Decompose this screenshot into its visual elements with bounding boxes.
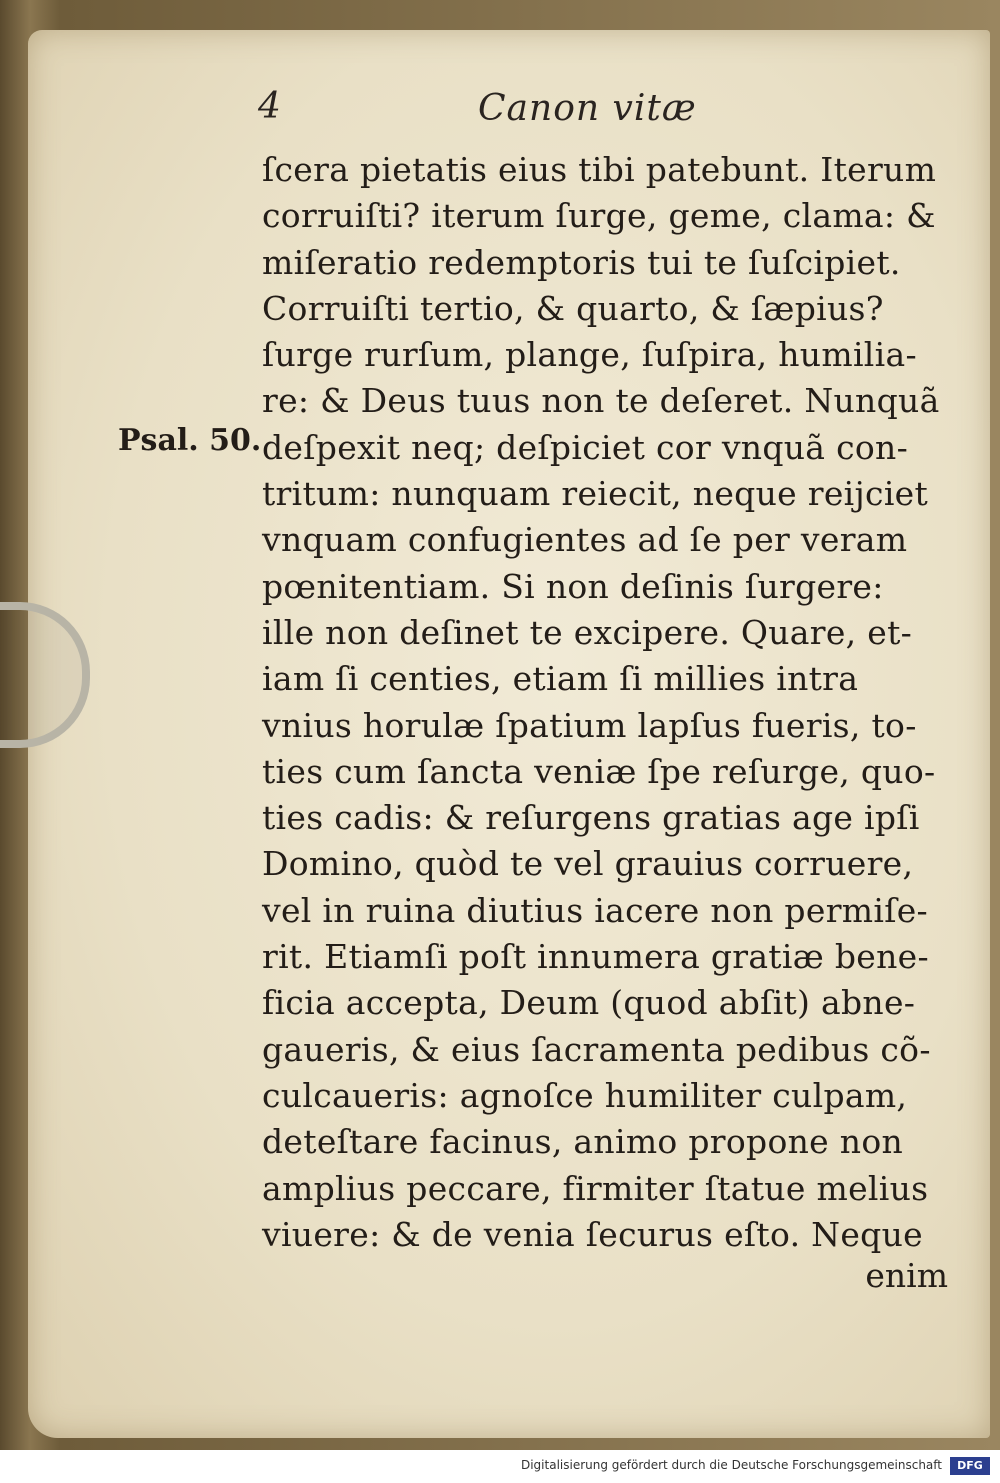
text-line: re: & Deus tuus non te deſeret. Nunquã xyxy=(262,381,940,421)
text-line: vel in ruina diutius iacere non permiſe- xyxy=(262,890,929,930)
catchword: enim xyxy=(865,1256,948,1295)
footer-credit: Digitalisierung gefördert durch die Deutsche Forschungsgemeinschaft xyxy=(520,1458,942,1472)
text-line: ties cum ſancta veniæ ſpe reſurge, quo- xyxy=(262,751,936,791)
text-line: corruiſti? iterum ſurge, geme, clama: & xyxy=(262,196,936,236)
text-body xyxy=(262,147,962,1258)
dfg-logo: DFG xyxy=(950,1457,990,1475)
text-line: ſcera pietatis eius tibi patebunt. Iterum xyxy=(262,150,937,189)
text-line: vnquam confugientes ad ſe per veram xyxy=(262,520,908,560)
text-line: ſurge rurſum, plange, ſuſpira, humilia- xyxy=(262,335,917,375)
marginal-note: Psal. 50. xyxy=(118,423,262,458)
text-line: viuere: & de venia ſecurus eſto. Neque xyxy=(262,1214,923,1254)
page-number: 4 xyxy=(258,86,281,127)
text-line: deſpexit neq; deſpiciet cor vnquã con- xyxy=(262,427,909,467)
text-line: tritum: nunquam reiecit, neque reijciet xyxy=(262,474,929,514)
text-line: iam ſi centies, etiam ſi millies intra xyxy=(262,659,859,699)
text-line: ficia accepta, Deum (quod abſit) abne- xyxy=(262,983,916,1023)
text-line: amplius peccare, firmiter ſtatue melius xyxy=(262,1168,929,1208)
text-line: Domino, quòd te vel grauius corruere, xyxy=(262,844,914,884)
footer-bar xyxy=(0,1450,1000,1483)
text-line: deteſtare facinus, animo propone non xyxy=(262,1122,904,1162)
text-line: ille non deſinet te excipere. Quare, et- xyxy=(262,612,913,652)
text-line: miſeratio redemptoris tui te ſuſcipiet. xyxy=(262,242,901,282)
text-line: gaueris, & eius ſacramenta pedibus cõ- xyxy=(262,1029,931,1069)
text-line: rit. Etiamſi poſt innumera gratiæ bene- xyxy=(262,937,929,977)
text-line: culcaueris: agnoſce humiliter culpam, xyxy=(262,1075,908,1115)
running-title: Canon vitæ xyxy=(478,88,697,129)
page-header xyxy=(250,86,950,136)
text-line: pœnitentiam. Si non deſinis ſurgere: xyxy=(262,566,884,606)
text-line: Corruiſti tertio, & quarto, & ſæpius? xyxy=(262,288,884,328)
text-line: vnius horulæ ſpatium lapſus fueris, to- xyxy=(262,705,917,745)
text-line: ties cadis: & reſurgens gratias age ipſi xyxy=(262,798,920,838)
